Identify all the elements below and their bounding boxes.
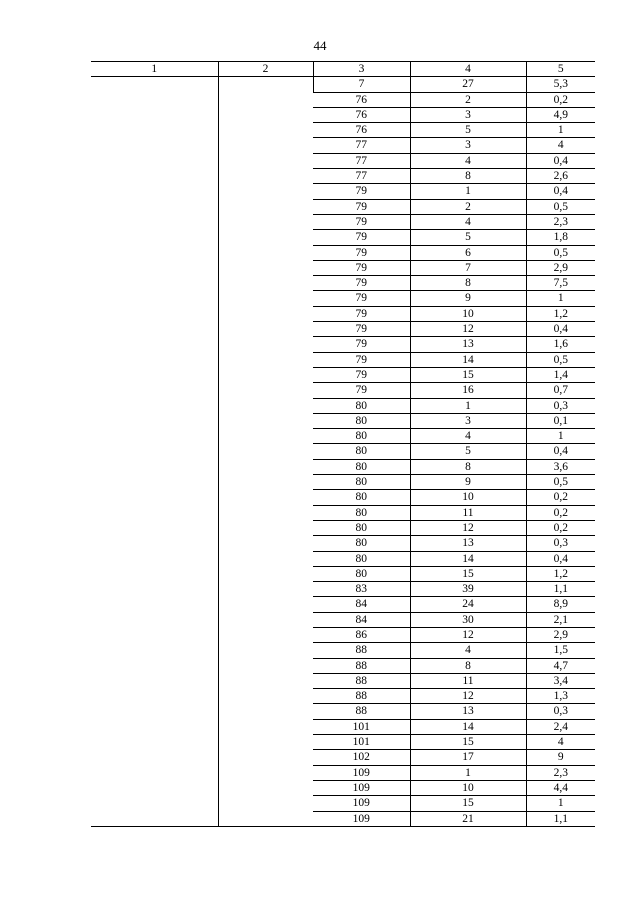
column-3-cell: 77 [313, 153, 410, 168]
column-4-cell: 13 [410, 337, 526, 352]
column-4-cell: 8 [410, 169, 526, 184]
column-5-cell: 1,1 [526, 582, 595, 597]
column-4-cell: 8 [410, 658, 526, 673]
table-row [91, 77, 595, 92]
column-4-cell: 1 [410, 765, 526, 780]
column-4-cell: 8 [410, 459, 526, 474]
column-3-cell: 76 [313, 92, 410, 107]
column-4-cell: 13 [410, 704, 526, 719]
column-3-cell: 79 [313, 352, 410, 367]
column-5-cell: 2,1 [526, 612, 595, 627]
column-3-cell: 80 [313, 459, 410, 474]
column-3-cell: 79 [313, 214, 410, 229]
column-4-cell: 2 [410, 92, 526, 107]
column-5-cell: 3,6 [526, 459, 595, 474]
column-5-cell: 0,3 [526, 536, 595, 551]
column-4-cell: 10 [410, 780, 526, 795]
column-4-cell: 1 [410, 184, 526, 199]
column-5-cell: 4 [526, 735, 595, 750]
column-5-cell: 7,5 [526, 276, 595, 291]
column-5-cell: 2,4 [526, 719, 595, 734]
column-5-cell: 1 [526, 429, 595, 444]
column-4-cell: 5 [410, 444, 526, 459]
column-5-cell: 0,4 [526, 184, 595, 199]
column-4-cell: 12 [410, 689, 526, 704]
header-row [91, 62, 595, 77]
column-5-cell: 0,4 [526, 153, 595, 168]
column-3-cell: 109 [313, 796, 410, 811]
column-5-cell: 0,2 [526, 490, 595, 505]
column-4-cell: 12 [410, 627, 526, 642]
column-5-cell: 4 [526, 138, 595, 153]
column-4-cell: 15 [410, 796, 526, 811]
column-4-cell: 8 [410, 276, 526, 291]
column-3-cell: 84 [313, 597, 410, 612]
column-3-cell: 79 [313, 245, 410, 260]
column-3-cell: 79 [313, 322, 410, 337]
column-5-cell: 9 [526, 750, 595, 765]
column-5-cell: 2,6 [526, 169, 595, 184]
column-3-cell: 88 [313, 704, 410, 719]
column-3-cell: 80 [313, 398, 410, 413]
column-4-cell: 21 [410, 811, 526, 826]
column-5-cell: 0,3 [526, 704, 595, 719]
column-5-cell: 1,2 [526, 306, 595, 321]
column-4-cell: 15 [410, 367, 526, 382]
column-4-cell: 10 [410, 490, 526, 505]
column-3-cell: 76 [313, 107, 410, 122]
column-4-cell: 14 [410, 551, 526, 566]
column-3-cell: 80 [313, 429, 410, 444]
column-3-cell: 88 [313, 689, 410, 704]
column-3-cell: 80 [313, 551, 410, 566]
column-4-cell: 2 [410, 199, 526, 214]
page-number: 44 [313, 38, 327, 53]
column-4-cell: 13 [410, 536, 526, 551]
column-4-cell: 12 [410, 322, 526, 337]
column-5-cell: 0,4 [526, 551, 595, 566]
column-3-cell: 80 [313, 413, 410, 428]
column-4-cell: 9 [410, 475, 526, 490]
column-3-cell: 84 [313, 612, 410, 627]
column-5-cell: 0,5 [526, 245, 595, 260]
column-4-cell: 17 [410, 750, 526, 765]
column-5-cell: 0,5 [526, 199, 595, 214]
column-3-cell: 77 [313, 138, 410, 153]
column-3-cell: 79 [313, 337, 410, 352]
column-5-cell: 1,1 [526, 811, 595, 826]
column-header-3: 3 [313, 62, 410, 77]
column-5-cell: 2,3 [526, 214, 595, 229]
column-4-cell: 4 [410, 643, 526, 658]
column-3-cell: 7 [313, 77, 410, 92]
column-3-cell: 101 [313, 735, 410, 750]
column-3-cell: 83 [313, 582, 410, 597]
column-3-cell: 77 [313, 169, 410, 184]
column-4-cell: 16 [410, 383, 526, 398]
column-4-cell: 6 [410, 245, 526, 260]
column-3-cell: 79 [313, 260, 410, 275]
column-5-cell: 1 [526, 796, 595, 811]
column-4-cell: 4 [410, 429, 526, 444]
column-3-cell: 80 [313, 520, 410, 535]
column-4-cell: 5 [410, 123, 526, 138]
column-3-cell: 109 [313, 780, 410, 795]
column-5-cell: 0,5 [526, 475, 595, 490]
column-5-cell: 2,3 [526, 765, 595, 780]
column-5-cell: 1,8 [526, 230, 595, 245]
column-5-cell: 4,4 [526, 780, 595, 795]
column-5-cell: 5,3 [526, 77, 595, 92]
column-3-cell: 88 [313, 673, 410, 688]
column-4-cell: 14 [410, 719, 526, 734]
column-4-cell: 11 [410, 673, 526, 688]
column-5-cell: 0,3 [526, 398, 595, 413]
column-5-cell: 4,9 [526, 107, 595, 122]
column-3-cell: 79 [313, 276, 410, 291]
column-3-cell: 79 [313, 184, 410, 199]
column-3-cell: 88 [313, 658, 410, 673]
column-3-cell: 79 [313, 230, 410, 245]
column-3-cell: 79 [313, 306, 410, 321]
column-4-cell: 3 [410, 138, 526, 153]
column-4-cell: 11 [410, 505, 526, 520]
column-3-cell: 80 [313, 490, 410, 505]
column-5-cell: 1,3 [526, 689, 595, 704]
column-5-cell: 0,2 [526, 505, 595, 520]
column-5-cell: 0,4 [526, 444, 595, 459]
column-5-cell: 8,9 [526, 597, 595, 612]
column-5-cell: 4,7 [526, 658, 595, 673]
column-4-cell: 5 [410, 230, 526, 245]
column-5-cell: 1 [526, 123, 595, 138]
column-4-cell: 1 [410, 398, 526, 413]
column-4-cell: 24 [410, 597, 526, 612]
column-3-cell: 101 [313, 719, 410, 734]
column-4-cell: 10 [410, 306, 526, 321]
column-5-cell: 0,2 [526, 92, 595, 107]
column-4-cell: 15 [410, 735, 526, 750]
column-3-cell: 79 [313, 291, 410, 306]
table-body [91, 77, 595, 827]
column-header-1: 1 [91, 62, 218, 77]
column-3-cell: 79 [313, 199, 410, 214]
column-3-cell: 80 [313, 536, 410, 551]
column-header-2: 2 [218, 62, 313, 77]
column-3-cell: 76 [313, 123, 410, 138]
column-5-cell: 3,4 [526, 673, 595, 688]
column-1-cell [91, 77, 218, 827]
column-4-cell: 9 [410, 291, 526, 306]
column-4-cell: 4 [410, 153, 526, 168]
column-3-cell: 88 [313, 643, 410, 658]
column-4-cell: 39 [410, 582, 526, 597]
column-5-cell: 1 [526, 291, 595, 306]
column-header-5: 5 [526, 62, 595, 77]
column-5-cell: 2,9 [526, 627, 595, 642]
column-2-cell [218, 77, 313, 827]
column-3-cell: 79 [313, 367, 410, 382]
column-5-cell: 1,2 [526, 566, 595, 581]
data-table [91, 61, 595, 827]
column-3-cell: 109 [313, 811, 410, 826]
column-3-cell: 80 [313, 475, 410, 490]
column-3-cell: 80 [313, 444, 410, 459]
column-5-cell: 2,9 [526, 260, 595, 275]
column-header-4: 4 [410, 62, 526, 77]
column-4-cell: 14 [410, 352, 526, 367]
column-5-cell: 1,4 [526, 367, 595, 382]
column-5-cell: 0,1 [526, 413, 595, 428]
column-4-cell: 12 [410, 520, 526, 535]
column-3-cell: 102 [313, 750, 410, 765]
column-3-cell: 79 [313, 383, 410, 398]
column-5-cell: 0,7 [526, 383, 595, 398]
column-5-cell: 1,6 [526, 337, 595, 352]
column-4-cell: 4 [410, 214, 526, 229]
column-3-cell: 80 [313, 566, 410, 581]
column-4-cell: 30 [410, 612, 526, 627]
column-5-cell: 0,4 [526, 322, 595, 337]
column-3-cell: 86 [313, 627, 410, 642]
column-4-cell: 3 [410, 413, 526, 428]
column-3-cell: 80 [313, 505, 410, 520]
column-5-cell: 0,5 [526, 352, 595, 367]
column-4-cell: 15 [410, 566, 526, 581]
column-4-cell: 27 [410, 77, 526, 92]
column-4-cell: 7 [410, 260, 526, 275]
column-5-cell: 1,5 [526, 643, 595, 658]
column-3-cell: 109 [313, 765, 410, 780]
column-5-cell: 0,2 [526, 520, 595, 535]
column-4-cell: 3 [410, 107, 526, 122]
